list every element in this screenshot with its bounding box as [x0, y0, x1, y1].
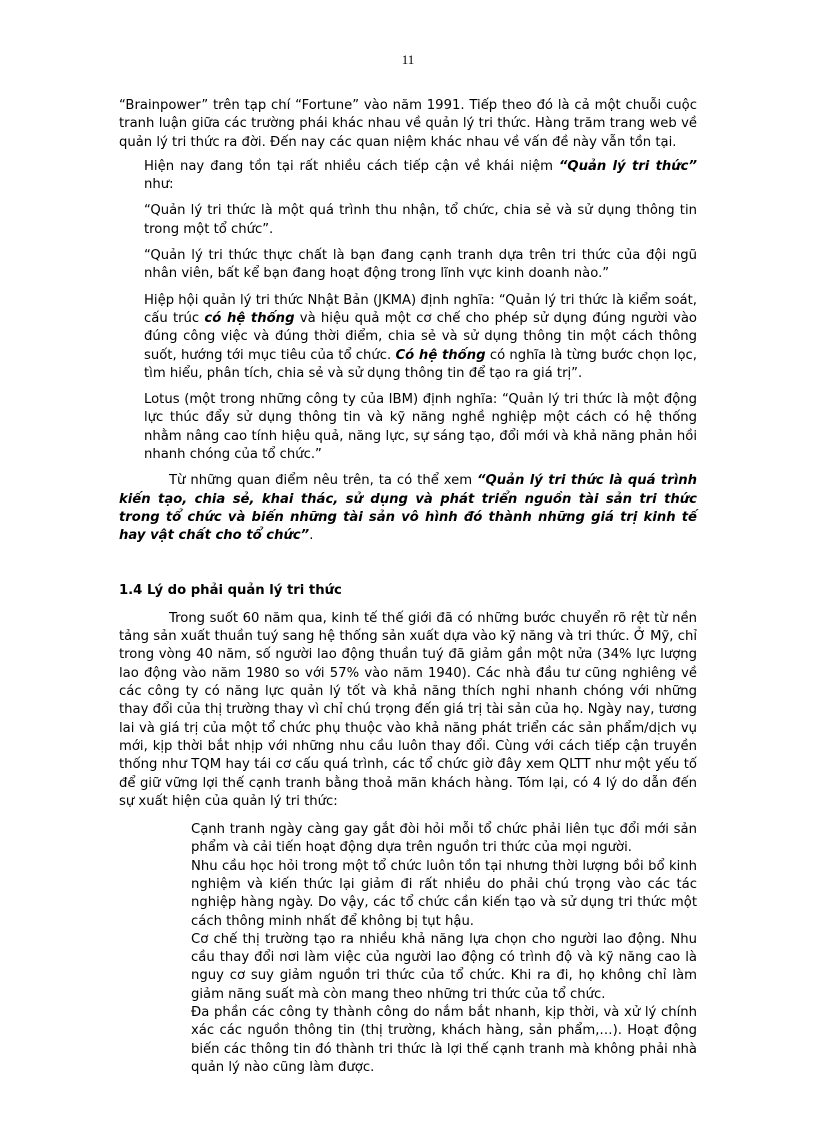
jkma-text-c: và hiệu quả một cơ chế cho phép sử dụng đúng người vào đúng công việc và đúng thời điểm, chia sẻ và sử dụng thông tin một cách thông suốt, hướng tới mục tiêu của tổ chức.	[144, 310, 697, 363]
conclusion-emphasis: “Quản lý tri thức là quá trình kiến tạo, chia sẻ, khai thác, sử dụng và phát triển nguồn tài sản tri thức trong tổ chức và biến những tài sản vô hình đó thành những giá trị kinh tế hay vật chất cho tổ chức”	[119, 473, 697, 544]
list-item: Cạnh tranh ngày càng gay gắt đòi hỏi mỗi tổ chức phải liên tục đổi mới sản phẩm và cải tiến hoạt động dựa trên nguồn tri thức của mọi người.	[191, 822, 697, 856]
conclusion-text: Từ những quan điểm nêu trên, ta có thể xem	[169, 473, 478, 489]
intro-paragraph: “Brainpower” trên tạp chí “Fortune” vào năm 1991. Tiếp theo đó là cả một chuỗi cuộc tranh luận giữa các trường phái khác nhau về quản lý tri thức. Hàng trăm trang web về quản lý tri thức ra đời. Đến nay các quan niệm khác nhau về vấn đề này vẫn tồn tại.	[119, 98, 697, 150]
document-body	[119, 97, 697, 1077]
definition-quote-2: “Quản lý tri thức thực chất là bạn đang cạnh tranh dựa trên tri thức của đội ngũ nhân viên, bất kể bạn đang hoạt động trong lĩnh vực kinh doanh nào.”	[144, 248, 697, 282]
approaches-text: Hiện nay đang tồn tại rất nhiều cách tiếp cận về khái niệm	[144, 158, 559, 174]
approaches-emphasis: “Quản lý tri thức”	[558, 158, 697, 174]
section-body: Trong suốt 60 năm qua, kinh tế thế giới đã có những bước chuyển rõ rệt từ nền tảng sản xuất thuần tuý sang hệ thống sản xuất dựa vào kỹ năng và tri thức. Ở Mỹ, chỉ trong vòng 40 năm, số người lao động thuần tuý đã giảm gần một nửa (34% lực lượng lao động vào năm 1980 so với 57% vào năm 1940). Các nhà đầu tư cũng nghiêng về các công ty có năng lực quản lý tốt và khả năng thích nghi nhanh chóng với những thay đổi của thị trường thay vì chỉ chú trọng đến giá trị tài sản của họ. Ngày nay, tương lai và giá trị của một tổ chức phụ thuộc vào khả năng phát triển các sản phẩm/dịch vụ mới, kịp thời bắt nhịp với những nhu cầu luôn thay đổi. Cùng với cách tiếp cận truyền thống như TQM hay tái cơ cấu quá trình, các tổ chức giờ đây xem QLTT như một yếu tố để giữ vững lợi thế cạnh tranh bằng thoả mãn khách hàng. Tóm lại, có 4 lý do dẫn đến sự xuất hiện của quản lý tri thức:	[119, 610, 697, 809]
page-number: 11	[401, 52, 415, 67]
list-item: Đa phần các công ty thành công do nắm bắt nhanh, kịp thời, và xử lý chính xác các nguồn thông tin (thị trường, khách hàng, sản phẩm,…). Hoạt động biến các thông tin đó thành tri thức là lợi thế cạnh tranh mà không phải nhà quản lý nào cũng làm được.	[191, 1005, 697, 1075]
jkma-emphasis-1: có hệ thống	[204, 310, 295, 326]
approaches-paragraph	[144, 158, 697, 195]
definition-quote-1: “Quản lý tri thức là một quá trình thu nhận, tổ chức, chia sẻ và sử dụng thông tin trong một tổ chức”.	[144, 203, 697, 237]
list-item: Nhu cầu học hỏi trong một tổ chức luôn tồn tại nhưng thời lượng bồi bổ kinh nghiệm và kiến thức lại giảm đi rất nhiều do phải chú trọng vào các tác nghiệp hàng ngày. Do vậy, các tổ chức cần kiến tạo và sử dụng tri thức một cách thông minh nhất để không bị tụt hậu.	[191, 858, 697, 929]
definition-lotus: Lotus (một trong những công ty của IBM) định nghĩa: “Quản lý tri thức là một động lực thúc đẩy sử dụng thông tin và kỹ năng nghề nghiệp một cách có hệ thống nhằm nâng cao tính hiệu quả, năng lực, sự sáng tạo, đổi mới và khả năng phản hồi nhanh chóng của tổ chức.”	[144, 392, 697, 463]
reasons-list	[191, 821, 697, 1077]
jkma-text-e: có nghĩa là từng bước chọn lọc, tìm hiểu, phân tích, chia sẻ và sử dụng thông tin để tạo ra giá trị”.	[144, 347, 697, 381]
conclusion-paragraph	[119, 472, 697, 545]
definition-jkma	[144, 292, 697, 383]
jkma-text-a: Hiệp hội quản lý tri thức Nhật Bản (JKMA) định nghĩa: “Quản lý tri thức là kiểm soát, cấu trúc	[144, 292, 697, 326]
approaches-tail: như:	[144, 177, 174, 193]
list-item: Cơ chế thị trường tạo ra nhiều khả năng lựa chọn cho người lao động. Nhu cầu thay đổi nơi làm việc của người lao động có trình độ và kỹ năng cao là nguy cơ suy giảm nguồn tri thức của tổ chức. Khi ra đi, họ không chỉ làm giảm năng suất mà còn mang theo những tri thức của tổ chức.	[191, 931, 697, 1002]
conclusion-tail: .	[309, 528, 314, 544]
jkma-emphasis-2: Có hệ thống	[395, 347, 486, 363]
section-heading: 1.4 Lý do phải quản lý tri thức	[119, 582, 342, 598]
